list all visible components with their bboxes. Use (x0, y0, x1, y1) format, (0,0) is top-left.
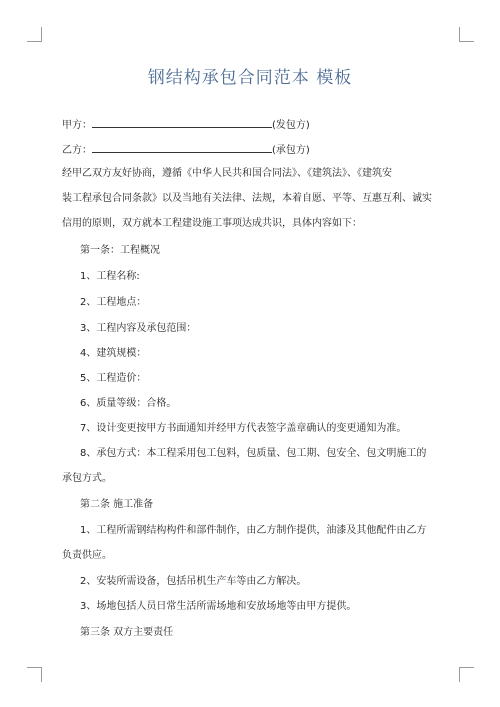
party-b-blank (92, 142, 272, 153)
crop-mark-top-right (459, 27, 474, 42)
party-a-line (62, 116, 310, 131)
article1-item-3: 3、工程内容及承包范围： (80, 323, 197, 334)
crop-mark-bottom-right (459, 667, 474, 682)
article2-item-1-line-2: 负责供应。 (62, 550, 112, 561)
party-b-line (62, 141, 310, 156)
article2-item-2: 2、安装所需设备，包括吊机生产车等由乙方解决。 (80, 576, 307, 587)
party-a-label: 甲方： (62, 120, 92, 131)
party-b-label: 乙方： (62, 145, 92, 156)
article1-item-1: 1、工程名称: (80, 271, 140, 282)
intro-line-3: 信用的原则，双方就本工程建设施工事项达成共识，具体内容如下： (62, 218, 362, 229)
article1-item-8-line-1: 8、承包方式：本工程采用包工包料，包质量、包工期、包安全、包文明施工的 (80, 448, 427, 459)
article1-item-8-line-2: 承包方式。 (62, 473, 112, 484)
article1-heading: 第一条：工程概况 (80, 245, 160, 256)
article1-item-4: 4、建筑规模： (80, 348, 147, 359)
document-title: 钢结构承包合同范本 模板 (147, 68, 353, 88)
article1-item-6: 6、质量等级：合格。 (80, 398, 177, 409)
article3-heading: 第三条 双方主要责任 (80, 627, 174, 638)
article1-item-2: 2、工程地点： (80, 297, 147, 308)
article1-item-5: 5、工程造价： (80, 373, 147, 384)
article1-item-7: 7、设计变更按甲方书面通知并经甲方代表签字盖章确认的变更通知为准。 (80, 423, 407, 434)
intro-line-1: 经甲乙双方友好协商，遵循《中华人民共和国合同法》、《建筑法》、《建筑安 (62, 168, 392, 179)
crop-mark-top-left (27, 27, 42, 42)
article2-item-3: 3、场地包括人员日常生活所需场地和安放场地等由甲方提供。 (80, 601, 357, 612)
intro-line-2: 装工程承包合同条款》以及当地有关法律、法规，本着自愿、平等、互惠互利、诚实 (62, 193, 432, 204)
party-a-suffix: (发包方) (272, 120, 310, 131)
article2-heading: 第二条 施工准备 (80, 499, 154, 510)
crop-mark-bottom-left (27, 667, 42, 682)
party-b-suffix: (承包方) (272, 145, 310, 156)
article2-item-1-line-1: 1、工程所需钢结构构件和部件制作，由乙方制作提供，油漆及其他配件由乙方 (80, 525, 427, 536)
party-a-blank (92, 117, 272, 128)
